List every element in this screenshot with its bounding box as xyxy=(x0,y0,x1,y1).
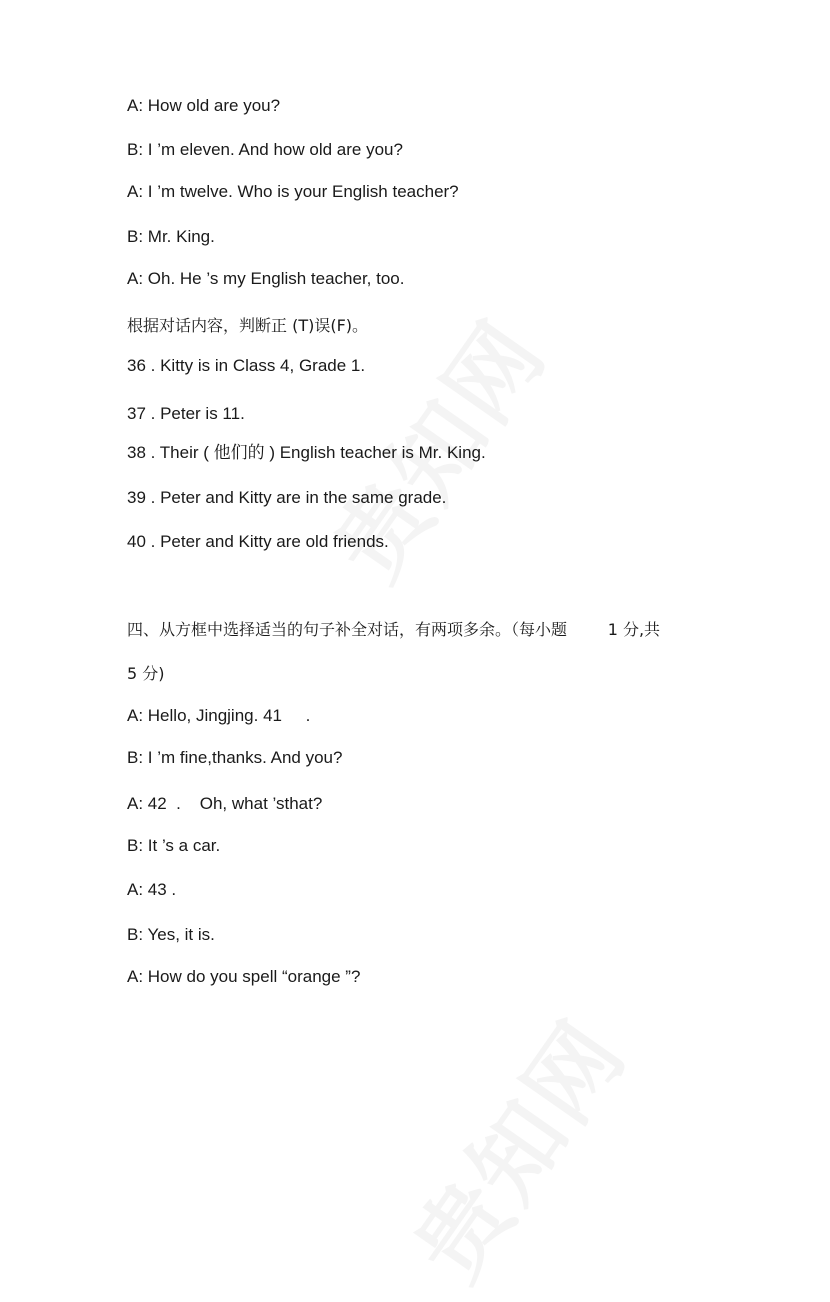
instruction: 根据对话内容，判断正 (T)误(F)。 xyxy=(127,316,369,335)
dialogue2-line-6: B: Yes, it is. xyxy=(127,925,215,944)
dialogue1-line-3: A: I ’m twelve. Who is your English teacher? xyxy=(127,182,459,201)
section-four-title-cont: 5 分) xyxy=(127,664,165,683)
question-36: 36 . Kitty is in Class 4, Grade 1. xyxy=(127,356,366,375)
dialogue2-line-4: B: It ’s a car. xyxy=(127,836,221,855)
section-four-title: 四、从方框中选择适当的句子补全对话，有两项多余。（每小题 1 分,共 xyxy=(127,620,661,639)
question-37: 37 . Peter is 11. xyxy=(127,404,245,423)
question-39: 39 . Peter and Kitty are in the same grade. xyxy=(127,488,447,507)
dialogue1-line-2: B: I ’m eleven. And how old are you? xyxy=(127,140,403,159)
dialogue1-line-4: B: Mr. King. xyxy=(127,227,215,246)
dialogue2-line-3: A: 42 . Oh, what ’sthat? xyxy=(127,794,323,813)
dialogue1-line-1: A: How old are you? xyxy=(127,96,281,115)
dialogue2-line-2: B: I ’m fine,thanks. And you? xyxy=(127,748,343,767)
dialogue2-line-7: A: How do you spell “orange ”? xyxy=(127,967,361,986)
dialogue2-line-5: A: 43 . xyxy=(127,880,177,899)
dialogue1-line-5: A: Oh. He ’s my English teacher, too. xyxy=(127,269,405,288)
question-38: 38 . Their ( 他们的 ) English teacher is Mr. King. xyxy=(127,443,486,462)
question-40: 40 . Peter and Kitty are old friends. xyxy=(127,532,389,551)
dialogue2-line-1: A: Hello, Jingjing. 41 . xyxy=(127,706,311,725)
watermark-bottom xyxy=(377,990,650,1302)
